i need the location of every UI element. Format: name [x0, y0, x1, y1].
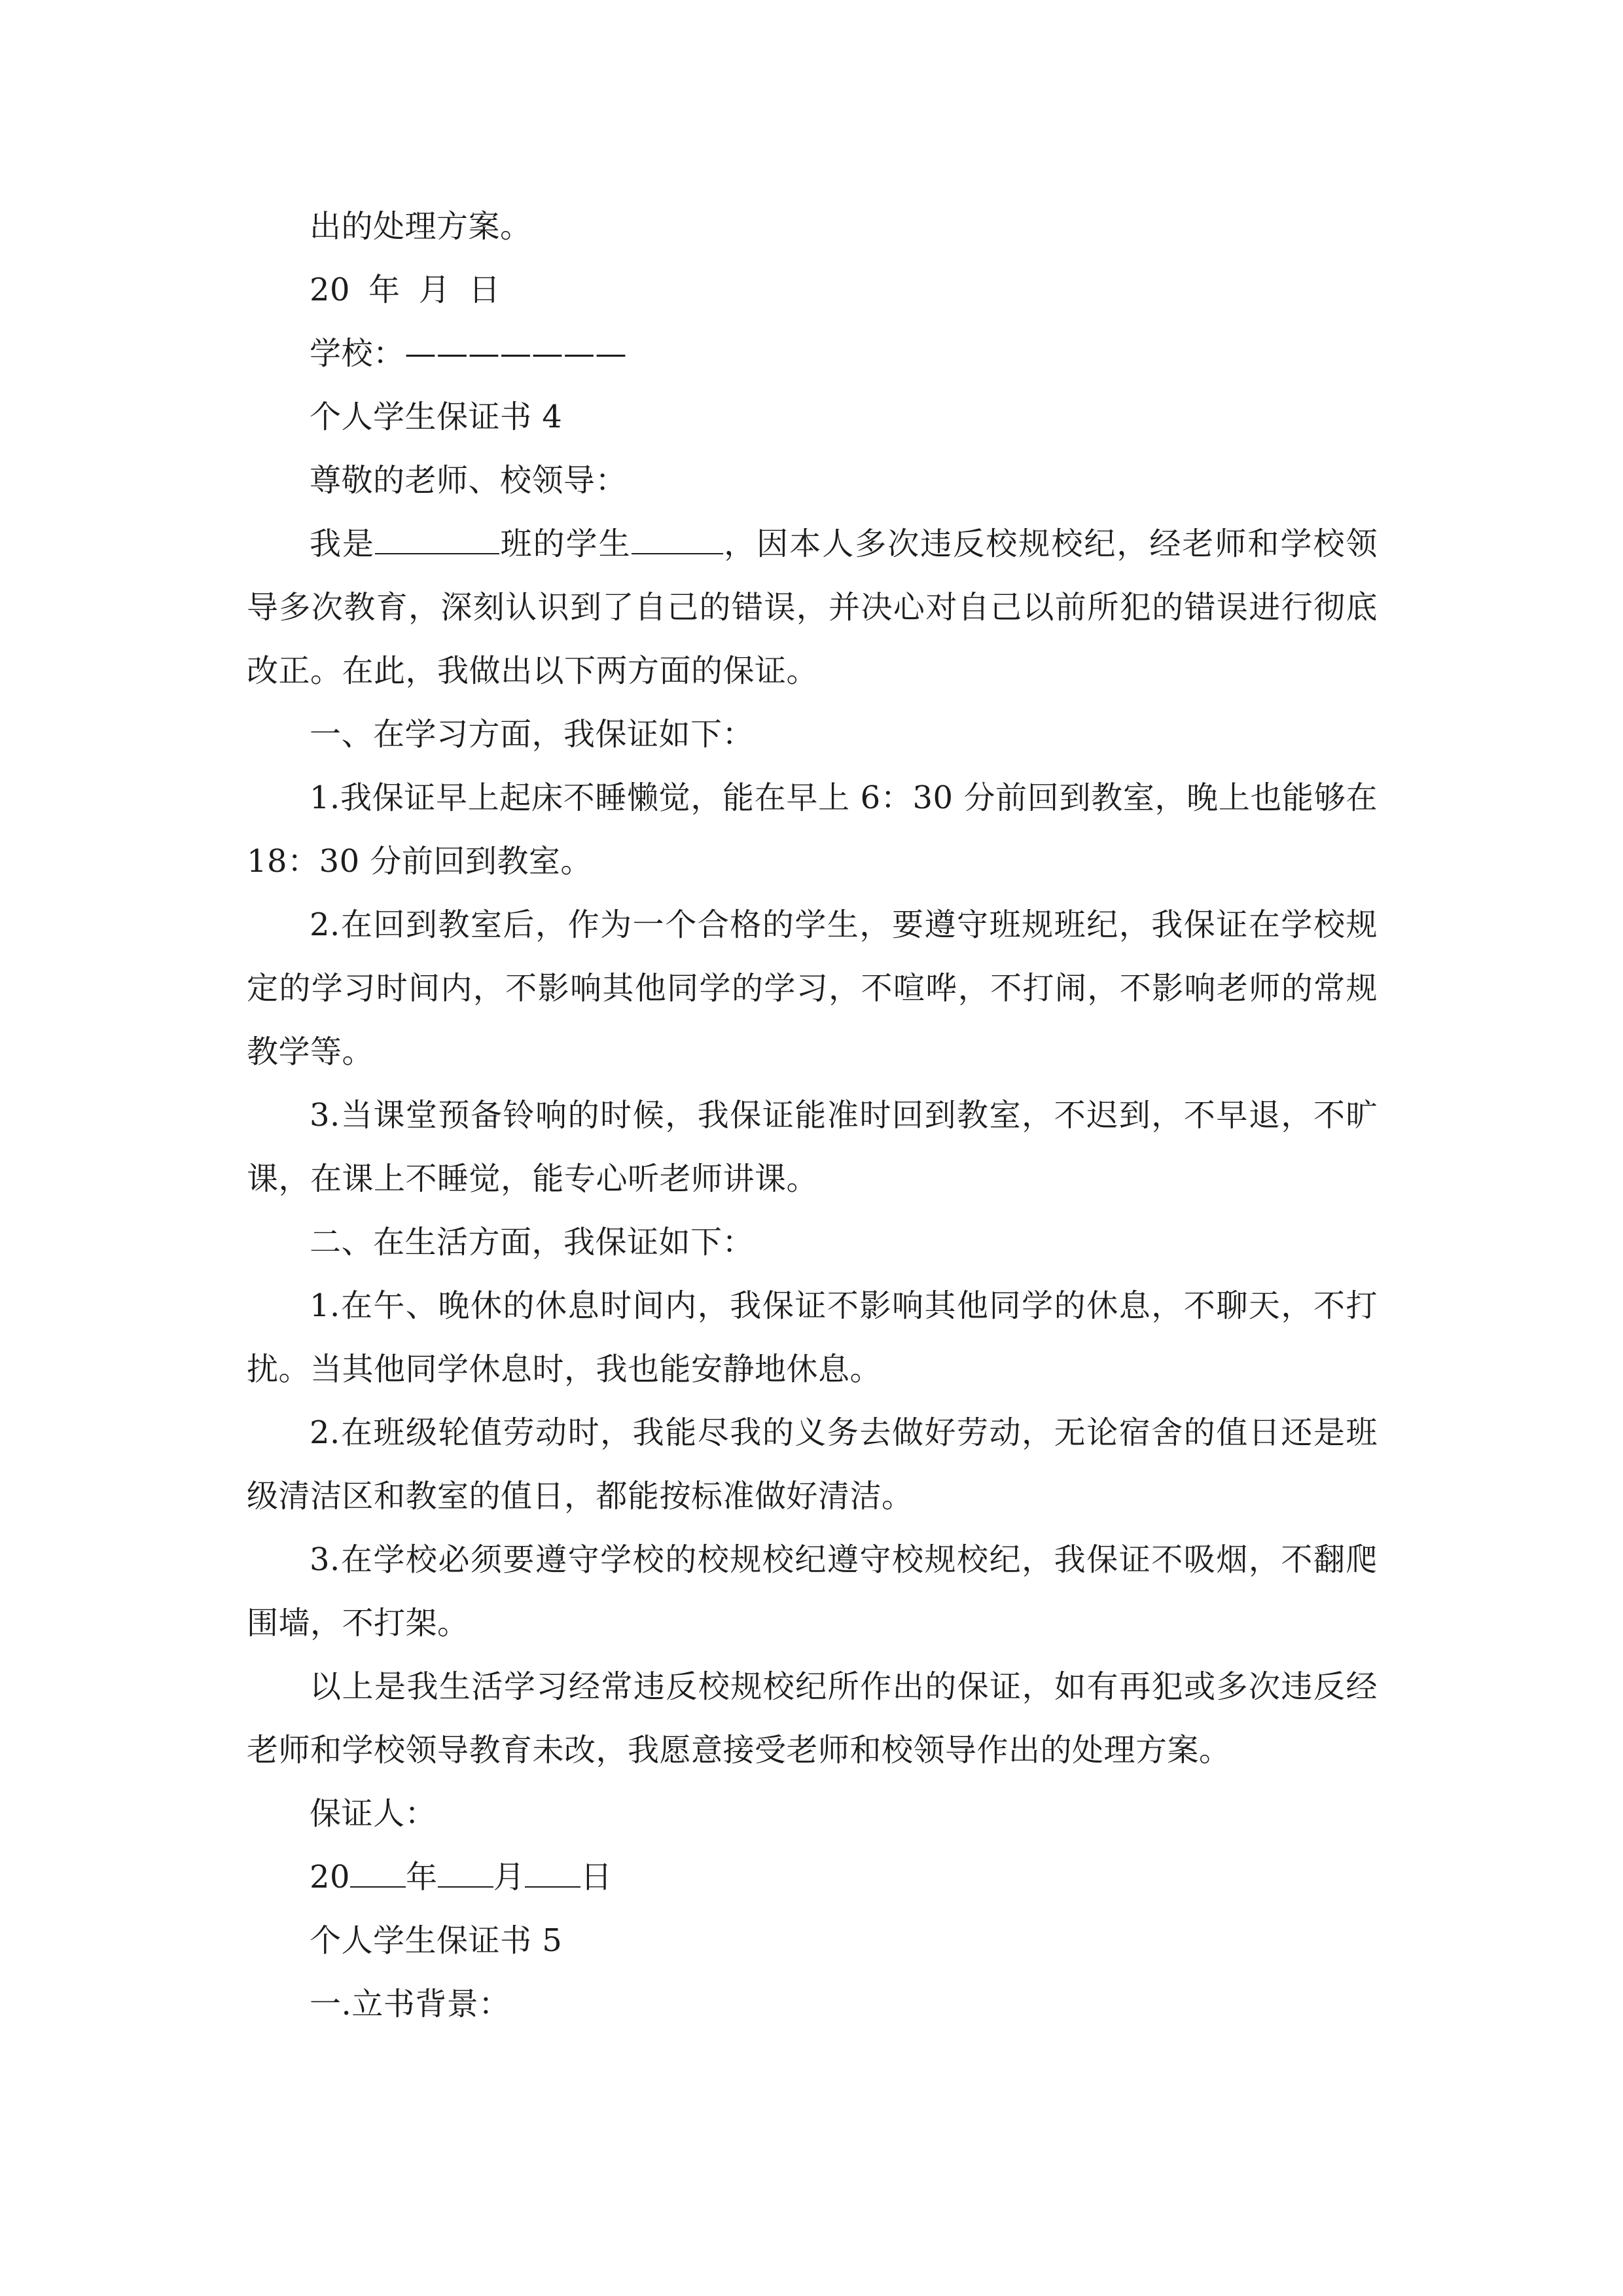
date2-day: 日	[580, 1859, 613, 1895]
section-5-1-title: 一.立书背景：	[310, 1986, 510, 2022]
study-item-2: 2.在回到教室后，作为一个合格的学生，要遵守班规班纪，我保证在学校规定的学习时间内，不影响其他同学的学习，不喧哗，不打闹，不影响老师的常规教学等。	[247, 906, 1378, 1070]
name-blank	[632, 526, 723, 554]
life-item-1: 1.在午、晚休的休息时间内，我保证不影响其他同学的休息，不聊天，不打扰。当其他同学休息时，我也能安静地休息。	[247, 1287, 1378, 1388]
conclusion-paragraph: 以上是我生活学习经常违反校规校纪所作出的保证，如有再犯或多次违反经老师和学校领导教育未改，我愿意接受老师和校领导作出的处理方案。	[247, 1668, 1378, 1768]
intro-part1: 我是	[310, 526, 376, 562]
date2-prefix: 20	[310, 1859, 351, 1895]
signature-date-line	[247, 1846, 1378, 1909]
class-blank	[375, 526, 499, 554]
date-line	[247, 259, 1378, 322]
heading-4: 个人学生保证书 4	[310, 399, 563, 435]
date-month: 月	[418, 272, 451, 308]
school-line: 学校：———————	[310, 335, 628, 372]
date2-month: 月	[493, 1859, 526, 1895]
guarantor-label: 保证人：	[310, 1795, 437, 1832]
date-prefix: 20	[310, 272, 351, 308]
date-year: 年	[368, 272, 401, 308]
month-blank	[438, 1859, 493, 1888]
day-blank	[525, 1859, 580, 1888]
intro-part2: 班的学生	[499, 526, 632, 562]
life-item-2: 2.在班级轮值劳动时，我能尽我的义务去做好劳动，无论宿舍的值日还是班级清洁区和教室的值日，都能按标准做好清洁。	[247, 1414, 1378, 1515]
intro-part3: ，因本人多次违反校规校纪，经老师和学校领导多次教育，深刻认识到了自己的错误，并决心对自己以前所犯的错误进行彻底改正。在此，我做出以下两方面的保证。	[247, 526, 1378, 689]
date2-year: 年	[406, 1859, 438, 1895]
section-2-title: 二、在生活方面，我保证如下：	[310, 1224, 755, 1261]
study-item-3: 3.当课堂预备铃响的时候，我保证能准时回到教室，不迟到，不早退，不旷课，在课上不睡觉，能专心听老师讲课。	[247, 1097, 1378, 1197]
continued-line: 出的处理方案。	[310, 208, 532, 245]
date-day: 日	[469, 272, 501, 308]
document-body	[247, 195, 1378, 2036]
salutation: 尊敬的老师、校领导：	[310, 462, 628, 499]
study-item-1: 1.我保证早上起床不睡懒觉，能在早上 6：30 分前回到教室，晚上也能够在 18：30 分前回到教室。	[247, 780, 1378, 880]
intro-paragraph	[247, 512, 1378, 703]
section-1-title: 一、在学习方面，我保证如下：	[310, 716, 755, 753]
year-blank	[350, 1859, 406, 1888]
heading-5: 个人学生保证书 5	[310, 1922, 563, 1959]
life-item-3: 3.在学校必须要遵守学校的校规校纪遵守校规校纪，我保证不吸烟，不翻爬围墙，不打架。	[247, 1541, 1378, 1641]
